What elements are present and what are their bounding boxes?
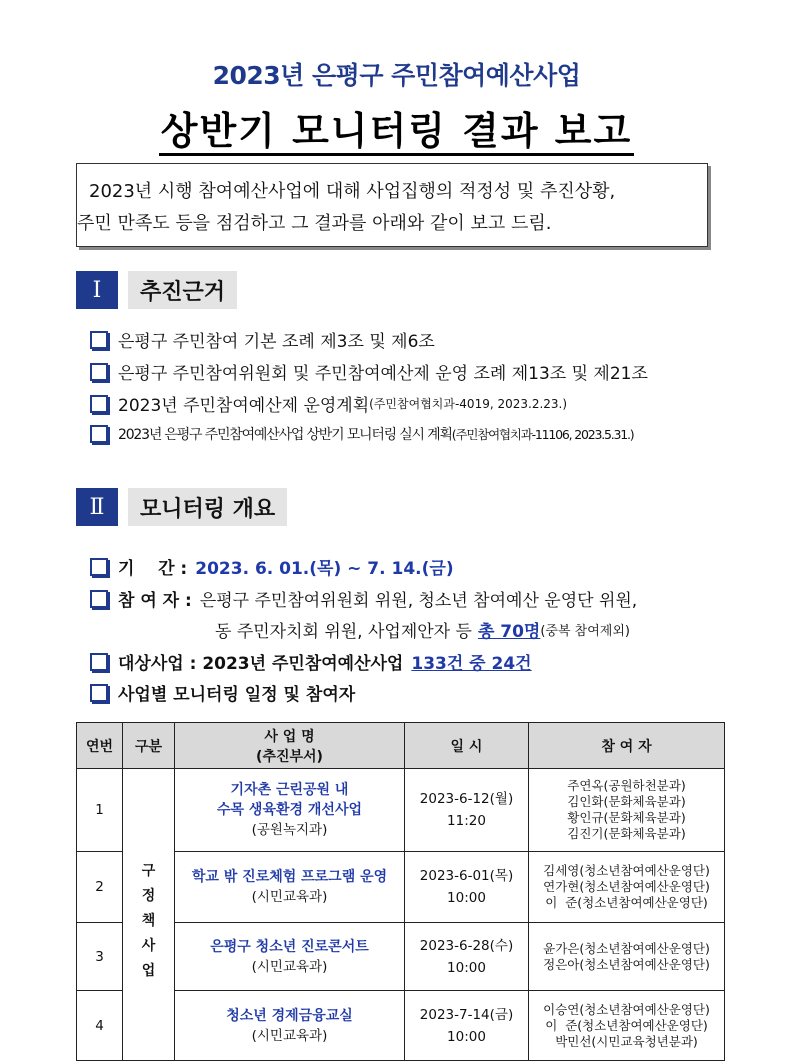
table-row	[77, 991, 725, 1061]
participants-cell	[529, 991, 725, 1061]
project-name-line: 은평구 청소년 진로콘서트	[210, 938, 369, 955]
checkbox-bullet-icon	[90, 653, 108, 671]
date-value: 2023-7-14(금)	[419, 1006, 514, 1023]
schedule-item	[90, 680, 355, 705]
group-label: 구정책사업	[141, 863, 156, 979]
project-cell	[175, 923, 405, 991]
period-value: 2023. 6. 01.(목) ~ 7. 14.(금)	[195, 559, 454, 579]
checkbox-bullet-icon	[90, 684, 108, 702]
period-label: 기 간 :	[118, 559, 188, 579]
header-type: 구분	[123, 723, 175, 769]
row-no: 3	[77, 923, 123, 991]
date-cell	[405, 852, 529, 923]
schedule-label: 사업별 모니터링 일정 및 참여자	[118, 685, 356, 705]
participants-cell	[529, 923, 725, 991]
row-no: 2	[77, 852, 123, 923]
time-value: 10:00	[447, 1028, 486, 1045]
participants-cell	[529, 769, 725, 852]
group-cell	[123, 769, 175, 1061]
time-value: 10:00	[447, 959, 486, 976]
monitoring-schedule-table	[76, 722, 725, 1061]
checkbox-bullet-icon	[90, 558, 108, 576]
checkbox-bullet-icon	[90, 395, 108, 413]
participants-cell	[529, 852, 725, 923]
header-name-line-1: 사 업 명	[264, 728, 315, 745]
section-1-header	[76, 271, 237, 309]
project-name-line: 수목 생육환경 개선사업	[217, 802, 362, 818]
target-value: 133건 중 24건	[411, 654, 532, 674]
participant: 이 준(청소년참여예산운영단)	[545, 895, 708, 910]
period-item	[90, 554, 454, 579]
participants-line-2-text: 동 주민자치회 위원, 사업제안자 등	[215, 622, 472, 642]
legal-basis-text: 은평구 주민참여 기본 조례 제3조 및 제6조	[118, 332, 435, 352]
project-dept: (시민교육과)	[251, 1027, 328, 1044]
participant: 윤가은(청소년참여예산운영단)	[543, 940, 710, 956]
participant: 김인화(문화체육분과)	[567, 794, 686, 809]
date-value: 2023-6-12(월)	[419, 791, 514, 807]
project-dept: (시민교육과)	[251, 889, 328, 905]
participants-label: 참 여 자 :	[118, 591, 192, 611]
participants-total: 총 70명	[477, 622, 541, 642]
project-name-line: 청소년 경제금융교실	[226, 1007, 353, 1024]
section-1-label: 추진근거	[128, 271, 237, 309]
legal-basis-text: 2023년 주민참여예산제 운영계획	[118, 396, 370, 416]
participants-note: (중복 참여제외)	[540, 624, 630, 639]
date-value: 2023-6-28(수)	[419, 937, 514, 954]
table-row	[77, 769, 725, 852]
date-cell	[405, 991, 529, 1061]
participant: 김세영(청소년참여예산운영단)	[543, 863, 710, 878]
date-cell	[405, 769, 529, 852]
project-cell	[175, 852, 405, 923]
table-row	[77, 923, 725, 991]
project-dept: (공원녹지과)	[251, 822, 328, 838]
participant: 박민선(시민교육청년분과)	[555, 1033, 698, 1049]
project-name-line: 학교 밖 진로체험 프로그램 운영	[191, 869, 388, 885]
participant: 김진기(문화체육분과)	[567, 826, 686, 841]
checkbox-bullet-icon	[90, 425, 108, 443]
header-name	[175, 723, 405, 769]
legal-basis-text: 2023년 은평구 주민참여예산사업 상반기 모니터링 실시 계획	[118, 427, 452, 443]
participant: 주연옥(공원하천분과)	[567, 778, 686, 793]
participants-item	[90, 586, 637, 611]
section-2-header	[76, 488, 287, 526]
checkbox-bullet-icon	[90, 363, 108, 381]
table-header-row	[77, 723, 725, 769]
legal-basis-item	[90, 424, 633, 444]
section-2-number: Ⅱ	[76, 488, 118, 526]
header-date: 일 시	[405, 723, 529, 769]
legal-basis-item	[90, 327, 435, 352]
section-2-label: 모니터링 개요	[128, 488, 287, 526]
report-subtitle	[0, 100, 793, 155]
participant: 정은아(청소년참여예산운영단)	[543, 956, 710, 972]
checkbox-bullet-icon	[90, 331, 108, 349]
summary-line-1: 2023년 시행 참여예산사업에 대해 사업집행의 적정성 및 추진상황,	[89, 181, 616, 202]
project-name-line: 기자촌 근린공원 내	[230, 782, 349, 798]
legal-basis-item	[90, 391, 567, 416]
legal-basis-item	[90, 359, 648, 384]
table-row	[77, 852, 725, 923]
participants-line-1: 은평구 주민참여위원회 위원, 청소년 참여예산 운영단 위원,	[199, 591, 638, 611]
time-value: 11:20	[447, 813, 486, 829]
participant: 이 준(청소년참여예산운영단)	[545, 1017, 708, 1033]
target-label: 대상사업 : 2023년 주민참여예산사업	[118, 654, 404, 674]
report-title: 2023년 은평구 주민참여예산사업	[212, 61, 581, 90]
participant: 황인규(문화체육분과)	[567, 810, 686, 825]
project-cell	[175, 991, 405, 1061]
legal-basis-text: 은평구 주민참여위원회 및 주민참여예산제 운영 조례 제13조 및 제21조	[118, 364, 648, 384]
date-value: 2023-6-01(목)	[419, 868, 514, 884]
summary-line-2: 주민 만족도 등을 점검하고 그 결과를 아래와 같이 보고 드림.	[77, 213, 552, 234]
summary-box	[76, 163, 708, 247]
project-dept: (시민교육과)	[251, 958, 328, 975]
project-cell	[175, 769, 405, 852]
participant: 연가현(청소년참여예산운영단)	[543, 879, 710, 894]
date-cell	[405, 923, 529, 991]
report-subtitle-text: 상반기 모니터링 결과 보고	[159, 109, 634, 156]
row-no: 4	[77, 991, 123, 1061]
section-1-number: Ⅰ	[76, 271, 118, 309]
legal-basis-note: (주민참여협치과-11106, 2023.5.31.)	[451, 427, 634, 442]
header-no: 연번	[77, 723, 123, 769]
time-value: 10:00	[447, 890, 486, 906]
checkbox-bullet-icon	[90, 590, 108, 608]
header-name-line-2: (추진부서)	[256, 748, 323, 765]
header-participants: 참 여 자	[529, 723, 725, 769]
legal-basis-note: (주민참여협치과-4019, 2023.2.23.)	[369, 397, 568, 411]
row-no: 1	[77, 769, 123, 852]
participants-line-2	[215, 617, 630, 642]
target-item	[90, 649, 532, 674]
participant: 이승연(청소년참여예산운영단)	[543, 1001, 710, 1017]
